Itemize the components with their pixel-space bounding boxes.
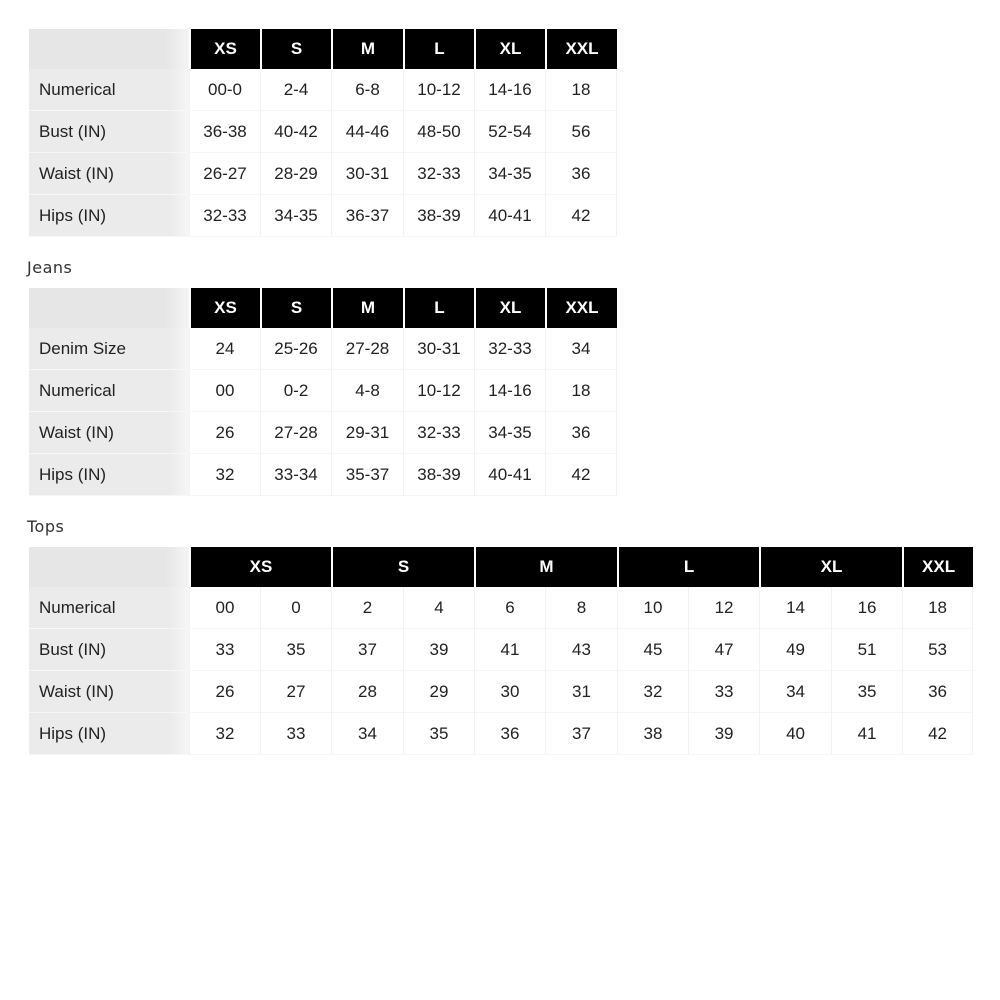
table-cell: 48-50	[403, 111, 474, 153]
dresses-header-row	[29, 29, 617, 69]
table-cell: 6-8	[331, 69, 403, 111]
table-cell: 36	[902, 671, 973, 713]
table-cell: 39	[688, 713, 759, 755]
table-cell: 00	[189, 587, 260, 629]
table-cell: 00-0	[189, 69, 260, 111]
dresses-size-header: L	[403, 29, 474, 69]
table-cell: 38	[617, 713, 688, 755]
table-cell: 33	[260, 713, 331, 755]
table-row	[29, 69, 617, 111]
row-label: Numerical	[29, 69, 189, 111]
table-cell: 36-37	[331, 195, 403, 237]
table-cell: 10	[617, 587, 688, 629]
table-cell: 30-31	[331, 153, 403, 195]
tops-size-table	[29, 547, 973, 755]
table-cell: 35	[260, 629, 331, 671]
table-cell: 47	[688, 629, 759, 671]
jeans-header-row	[29, 288, 617, 328]
jeans-size-header: M	[331, 288, 403, 328]
table-cell: 45	[617, 629, 688, 671]
table-cell: 12	[688, 587, 759, 629]
table-row	[29, 328, 617, 370]
row-label: Numerical	[29, 587, 189, 629]
table-cell: 35-37	[331, 454, 403, 496]
table-cell: 51	[831, 629, 902, 671]
dresses-size-table	[29, 29, 617, 237]
row-label: Waist (IN)	[29, 153, 189, 195]
table-cell: 8	[545, 587, 617, 629]
table-cell: 32-33	[403, 412, 474, 454]
dresses-size-header: M	[331, 29, 403, 69]
row-label: Denim Size	[29, 328, 189, 370]
table-cell: 43	[545, 629, 617, 671]
table-row	[29, 587, 973, 629]
table-cell: 31	[545, 671, 617, 713]
table-cell: 38-39	[403, 195, 474, 237]
row-label: Hips (IN)	[29, 454, 189, 496]
tops-section-title: Tops	[27, 517, 65, 536]
table-cell: 00	[189, 370, 260, 412]
row-label: Bust (IN)	[29, 629, 189, 671]
table-cell: 29-31	[331, 412, 403, 454]
table-cell: 37	[331, 629, 403, 671]
table-cell: 2	[331, 587, 403, 629]
table-cell: 14-16	[474, 69, 545, 111]
tops-header-row	[29, 547, 973, 587]
table-cell: 34-35	[474, 153, 545, 195]
table-cell: 18	[902, 587, 973, 629]
table-cell: 26	[189, 412, 260, 454]
table-cell: 34	[331, 713, 403, 755]
table-cell: 25-26	[260, 328, 331, 370]
table-cell: 14-16	[474, 370, 545, 412]
table-cell: 42	[545, 195, 617, 237]
table-cell: 10-12	[403, 370, 474, 412]
table-cell: 32-33	[403, 153, 474, 195]
table-cell: 53	[902, 629, 973, 671]
table-cell: 29	[403, 671, 474, 713]
table-cell: 16	[831, 587, 902, 629]
table-cell: 33	[688, 671, 759, 713]
tops-size-header: XXL	[902, 547, 973, 587]
table-cell: 0-2	[260, 370, 331, 412]
tops-size-header: M	[474, 547, 617, 587]
jeans-corner-cell	[29, 288, 189, 328]
table-cell: 18	[545, 370, 617, 412]
table-cell: 34	[759, 671, 831, 713]
jeans-size-table	[29, 288, 617, 496]
table-row	[29, 195, 617, 237]
jeans-size-header: S	[260, 288, 331, 328]
table-cell: 33	[189, 629, 260, 671]
table-cell: 36	[545, 153, 617, 195]
table-cell: 28	[331, 671, 403, 713]
table-row	[29, 713, 973, 755]
table-cell: 34	[545, 328, 617, 370]
table-cell: 44-46	[331, 111, 403, 153]
table-cell: 35	[403, 713, 474, 755]
table-cell: 40-41	[474, 454, 545, 496]
row-label: Bust (IN)	[29, 111, 189, 153]
table-cell: 56	[545, 111, 617, 153]
jeans-size-header: L	[403, 288, 474, 328]
table-cell: 4-8	[331, 370, 403, 412]
table-cell: 32	[189, 454, 260, 496]
table-cell: 27	[260, 671, 331, 713]
table-cell: 6	[474, 587, 545, 629]
table-cell: 36	[545, 412, 617, 454]
table-cell: 24	[189, 328, 260, 370]
dresses-size-header: S	[260, 29, 331, 69]
table-cell: 30-31	[403, 328, 474, 370]
table-cell: 41	[474, 629, 545, 671]
table-cell: 0	[260, 587, 331, 629]
dresses-size-header: XXL	[545, 29, 617, 69]
tops-size-header: XL	[759, 547, 902, 587]
tops-size-header: S	[331, 547, 474, 587]
table-cell: 32	[189, 713, 260, 755]
table-cell: 27-28	[260, 412, 331, 454]
table-cell: 36	[474, 713, 545, 755]
table-row	[29, 629, 973, 671]
table-cell: 32-33	[189, 195, 260, 237]
table-row	[29, 412, 617, 454]
table-cell: 40-42	[260, 111, 331, 153]
table-row	[29, 671, 973, 713]
table-cell: 49	[759, 629, 831, 671]
row-label: Waist (IN)	[29, 671, 189, 713]
dresses-size-header: XL	[474, 29, 545, 69]
table-cell: 37	[545, 713, 617, 755]
row-label: Hips (IN)	[29, 713, 189, 755]
row-label: Waist (IN)	[29, 412, 189, 454]
table-cell: 40-41	[474, 195, 545, 237]
table-cell: 2-4	[260, 69, 331, 111]
table-cell: 34-35	[260, 195, 331, 237]
table-cell: 4	[403, 587, 474, 629]
jeans-section-title: Jeans	[27, 258, 73, 277]
table-cell: 14	[759, 587, 831, 629]
table-cell: 26	[189, 671, 260, 713]
row-label: Hips (IN)	[29, 195, 189, 237]
jeans-size-header: XS	[189, 288, 260, 328]
table-row	[29, 153, 617, 195]
tops-size-header: XS	[189, 547, 331, 587]
table-cell: 42	[902, 713, 973, 755]
table-cell: 32	[617, 671, 688, 713]
table-cell: 26-27	[189, 153, 260, 195]
table-cell: 36-38	[189, 111, 260, 153]
tops-corner-cell	[29, 547, 189, 587]
table-cell: 32-33	[474, 328, 545, 370]
row-label: Numerical	[29, 370, 189, 412]
table-row	[29, 370, 617, 412]
jeans-size-header: XL	[474, 288, 545, 328]
dresses-size-header: XS	[189, 29, 260, 69]
table-cell: 33-34	[260, 454, 331, 496]
table-cell: 52-54	[474, 111, 545, 153]
table-cell: 35	[831, 671, 902, 713]
dresses-corner-cell	[29, 29, 189, 69]
table-cell: 34-35	[474, 412, 545, 454]
tops-size-header: L	[617, 547, 759, 587]
table-row	[29, 111, 617, 153]
table-cell: 40	[759, 713, 831, 755]
table-cell: 10-12	[403, 69, 474, 111]
table-cell: 41	[831, 713, 902, 755]
jeans-size-header: XXL	[545, 288, 617, 328]
table-cell: 30	[474, 671, 545, 713]
table-cell: 42	[545, 454, 617, 496]
table-cell: 39	[403, 629, 474, 671]
table-cell: 27-28	[331, 328, 403, 370]
table-cell: 38-39	[403, 454, 474, 496]
table-row	[29, 454, 617, 496]
table-cell: 18	[545, 69, 617, 111]
table-cell: 28-29	[260, 153, 331, 195]
